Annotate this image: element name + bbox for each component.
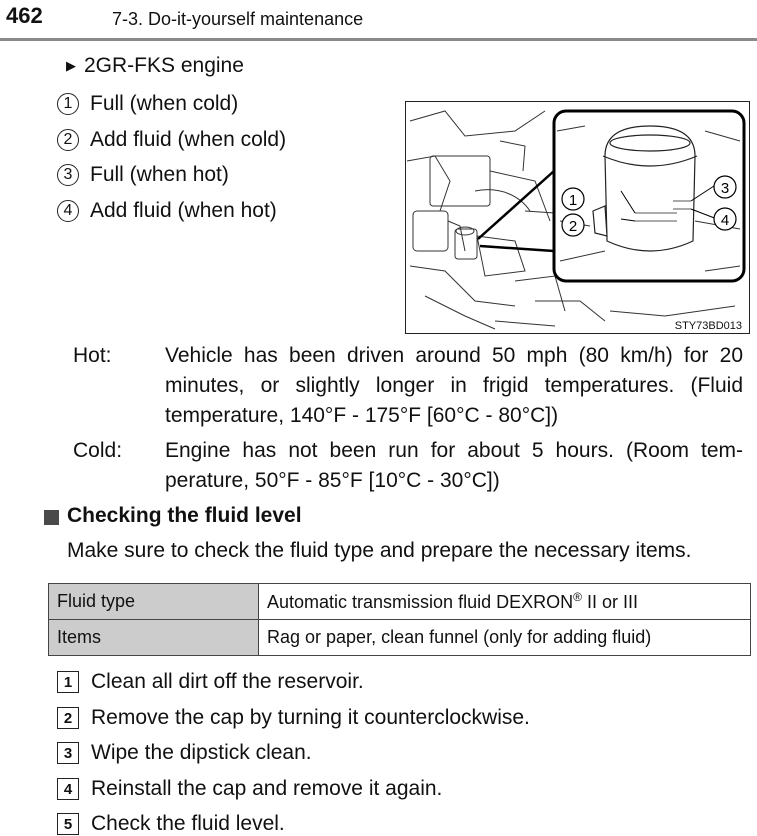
table-value: Rag or paper, clean funnel (only for adding fluid) [259,620,751,656]
heading-square-icon [44,510,59,525]
step-text: Reinstall the cap and remove it again. [91,777,443,800]
step-number: 2 [57,707,79,729]
table-row [49,620,751,656]
figure-callout [714,176,736,198]
hot-definition: Vehicle has been driven around 50 mph (80 km/h) for 20 minutes, or slightly longer in frigid temperatures. (Fluid temperature, 140°F - 175°F [60°C - 80°C]) [165,344,743,427]
cold-term: Cold: [73,439,123,462]
table-row [49,584,751,620]
table-label: Items [49,620,259,656]
fluid-spec-table [48,583,751,656]
legend-text: Add fluid (when hot) [90,199,277,222]
step-item [57,670,364,694]
figure-callout [714,208,736,230]
step-text: Clean all dirt off the reservoir. [91,670,364,693]
legend-item [57,92,238,116]
callout-label: 1 [568,192,578,209]
callout-label: 2 [568,218,578,235]
legend-text: Full (when cold) [90,92,239,115]
table-label: Fluid type [49,584,259,620]
legend-item [57,199,277,223]
step-number: 3 [57,742,79,764]
legend-text: Add fluid (when cold) [90,128,287,151]
legend-text: Full (when hot) [90,163,229,186]
step-number: 5 [57,813,79,835]
engine-illustration [405,101,750,334]
callout-number: 2 [57,129,79,151]
section-heading: Checking the fluid level [67,504,302,527]
callout-label: 4 [720,212,730,229]
figure-code: STY73BD013 [674,320,742,332]
table-value: Automatic transmission fluid DEXRON® II or III [259,584,751,620]
callout-number: 4 [57,200,79,222]
step-item [57,741,312,765]
intro-text: Make sure to check the fluid type and prepare the necessary items. [67,539,692,562]
section-title: 7-3. Do-it-yourself maintenance [112,9,364,29]
step-text: Check the fluid level. [91,812,285,835]
engine-variant [66,54,244,78]
step-text: Wipe the dipstick clean. [91,741,312,764]
step-number: 1 [57,671,79,693]
callout-label: 3 [720,180,730,197]
figure-callout [562,214,584,236]
step-text: Remove the cap by turning it counterclockwise. [91,706,530,729]
legend-item [57,163,229,187]
triangle-bullet-icon: ▶ [66,58,76,73]
step-item [57,706,530,730]
header-divider [0,38,757,41]
engine-variant-label: 2GR-FKS engine [84,54,244,77]
figure-callout [562,188,584,210]
step-item [57,812,285,836]
page-number: 462 [6,3,43,28]
legend-item [57,128,286,152]
step-number: 4 [57,778,79,800]
step-item [57,777,442,801]
cold-definition: Engine has not been run for about 5 hours. (Room tem-perature, 50°F - 85°F [10°C - 30°C]) [165,439,743,492]
hot-term: Hot: [73,344,112,367]
callout-number: 3 [57,164,79,186]
callout-number: 1 [57,93,79,115]
